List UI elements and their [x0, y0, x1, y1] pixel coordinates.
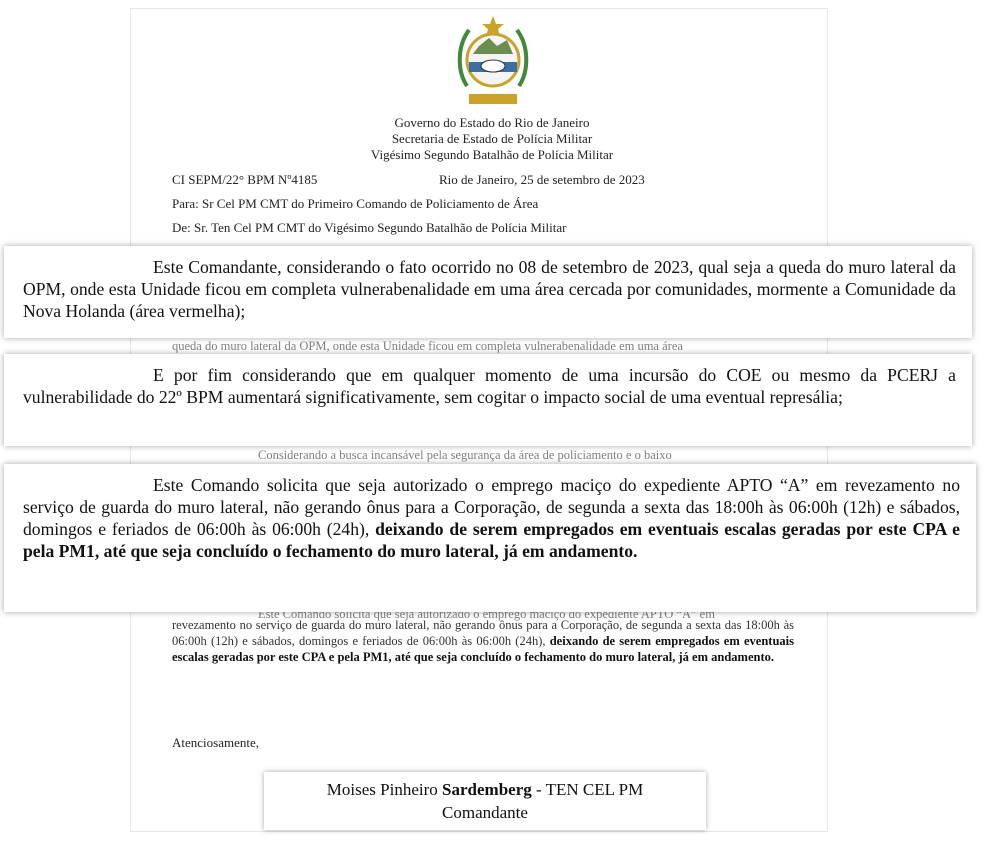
callout-paragraph-2 [4, 354, 972, 446]
signature-name-line [264, 778, 706, 801]
signature-block [264, 772, 706, 830]
header-government: Governo do Estado do Rio de Janeiro [394, 115, 590, 130]
memo-to: Para: Sr Cel PM CMT do Primeiro Comando de Policiamento de Área [172, 196, 539, 211]
closing: Atenciosamente, [172, 735, 259, 750]
callout-paragraph-3 [4, 464, 976, 612]
body-bold-text: deixando de serem empregados em eventuais escalas geradas por este CPA e pela PM1, até que seja concluído o fechamento do muro lateral, já em andamento. [172, 634, 794, 664]
callout-3-regular: Este Comando solicita que seja autorizado o emprego maciço do expediente APTO “A” em revezamento no serviço de guarda do muro lateral, não gerando ônus para a Corporação, de segunda a sexta das 18:00h às 06:00h (12h) e sábados, domingos e feriados de 06:00h às 06:00h (24h), [23, 475, 960, 539]
callout-2-text: E por fim considerando que em qualquer momento de uma incursão do COE ou mesmo da PCERJ a vulnerabilidade do 22º BPM aumentará significativamente, sem cogitar o impacto social de uma eventual represália; [23, 365, 956, 407]
callout-1-text: Este Comandante, considerando o fato ocorrido no 08 de setembro de 2023, qual seja a queda do muro lateral da OPM, onde esta Unidade ficou em completa vulnerabenalidade em uma área cercada por comunidades, mormente a Comunidade da Nova Holanda (área vermelha); [23, 257, 956, 321]
memo-date: Rio de Janeiro, 25 de setembro de 2023 [439, 172, 645, 187]
coat-of-arms-icon [455, 16, 531, 110]
callout-paragraph-1 [4, 246, 972, 338]
header-battalion: Vigésimo Segundo Batalhão de Polícia Militar [370, 147, 614, 162]
memo-from: De: Sr. Ten Cel PM CMT do Vigésimo Segundo Batalhão de Polícia Militar [172, 220, 567, 235]
memo-reference: CI SEPM/22° BPM Nº4185 [172, 172, 318, 187]
ghost-fragment-1: queda do muro lateral da OPM, onde esta Unidade ficou em completa vulnerabenalidade em uma área [172, 339, 683, 353]
signature-surname: Sardemberg [442, 780, 532, 799]
body-paragraph [172, 617, 794, 665]
header-secretariat: Secretaria de Estado de Polícia Militar [391, 131, 593, 146]
body-regular-text: revezamento no serviço de guarda do muro lateral, não gerando ônus para a Corporação, de segunda a sexta das 18:00h às 06:00h (12h) e sábados, domingos e feriados de 06:00h às 06:00h (24h), [172, 618, 794, 648]
signature-title: Comandante [442, 803, 528, 822]
callout-3-bold: deixando de serem empregados em eventuais escalas geradas por este CPA e pela PM1, até que seja concluído o fechamento do muro lateral, já em andamento. [23, 519, 960, 561]
signature-rank: - TEN CEL PM [531, 780, 644, 799]
ghost-fragment-2: Considerando a busca incansável pela segurança da área de policiamento e o baixo [258, 448, 672, 462]
signature-first-names: Moises Pinheiro [326, 780, 443, 799]
callout-3-text [23, 474, 960, 562]
